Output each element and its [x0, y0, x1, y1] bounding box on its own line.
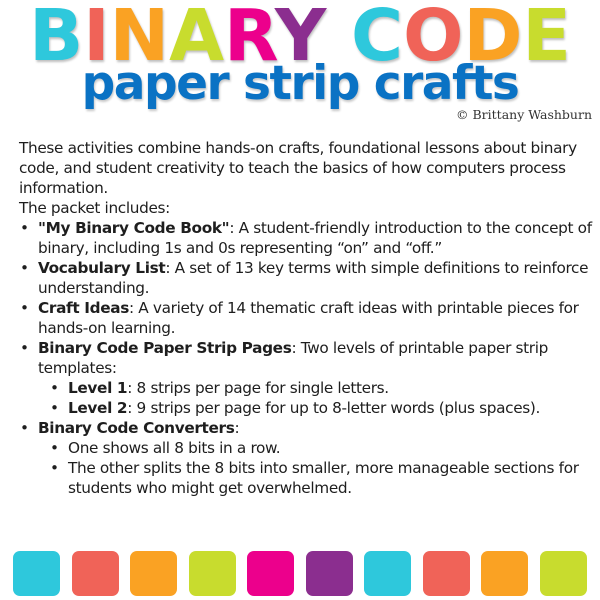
- item-title: Level 2: [68, 399, 128, 417]
- item-text: : A set of 13 key terms with simple definitions to reinforce understanding.: [38, 259, 589, 297]
- title-letter: D: [463, 0, 523, 77]
- title-letter: B: [29, 0, 84, 77]
- item-text: The other splits the 8 bits into smaller, more manageable sections for students who might get overwhelmed.: [68, 459, 579, 497]
- item-title: Binary Code Converters: [38, 419, 235, 437]
- title-letter: A: [169, 0, 225, 77]
- packet-list: [19, 218, 594, 498]
- color-square: [306, 551, 353, 596]
- copyright-text: © Brittany Washburn: [456, 107, 592, 122]
- item-title: Binary Code Paper Strip Pages: [38, 339, 292, 357]
- color-square: [247, 551, 294, 596]
- title-letter: Y: [274, 0, 327, 77]
- color-square: [364, 551, 411, 596]
- item-text: : 9 strips per page for up to 8-letter words (plus spaces).: [127, 399, 540, 417]
- color-square: [423, 551, 470, 596]
- subtitle: paper strip crafts: [81, 56, 519, 111]
- item-title: "My Binary Code Book": [38, 219, 230, 237]
- intro-paragraph: These activities combine hands-on crafts, foundational lessons about binary code, and student creativity to teach the basics of how computers process information.: [19, 139, 577, 197]
- list-item: [19, 298, 594, 338]
- sub-list-item: [38, 438, 594, 458]
- title-letter: E: [522, 0, 571, 77]
- item-title: Craft Ideas: [38, 299, 129, 317]
- item-text: : A student-friendly introduction to the concept of binary, including 1s and 0s representing “on” and “off.”: [38, 219, 592, 257]
- title-letter: O: [403, 0, 464, 77]
- list-item: [19, 338, 594, 418]
- color-square: [540, 551, 587, 596]
- item-text: : 8 strips per page for single letters.: [127, 379, 389, 397]
- sub-list-item: [38, 378, 594, 398]
- item-text: One shows all 8 bits in a row.: [68, 439, 281, 457]
- item-text: : A variety of 14 thematic craft ideas with printable pieces for hands-on learning.: [38, 299, 579, 337]
- list-item: [19, 258, 594, 298]
- sub-list: [38, 438, 594, 498]
- title-letter: N: [109, 0, 170, 77]
- color-square: [72, 551, 119, 596]
- item-title: Level 1: [68, 379, 128, 397]
- title-letter: I: [83, 0, 110, 77]
- color-square: [130, 551, 177, 596]
- sub-list-item: [38, 398, 594, 418]
- color-squares-row: [13, 551, 593, 597]
- color-square: [13, 551, 60, 596]
- title-letter: C: [350, 0, 404, 77]
- title-letter: R: [224, 0, 275, 77]
- item-text: : Two levels of printable paper strip templates:: [38, 339, 548, 377]
- item-text: :: [234, 419, 240, 437]
- description-body: [19, 138, 594, 498]
- list-item: [19, 218, 594, 258]
- color-square: [481, 551, 528, 596]
- sub-list-item: [38, 458, 594, 498]
- packet-intro: The packet includes:: [19, 199, 170, 217]
- sub-list: [38, 378, 594, 418]
- item-title: Vocabulary List: [38, 259, 166, 277]
- list-item: [19, 418, 594, 498]
- color-square: [189, 551, 236, 596]
